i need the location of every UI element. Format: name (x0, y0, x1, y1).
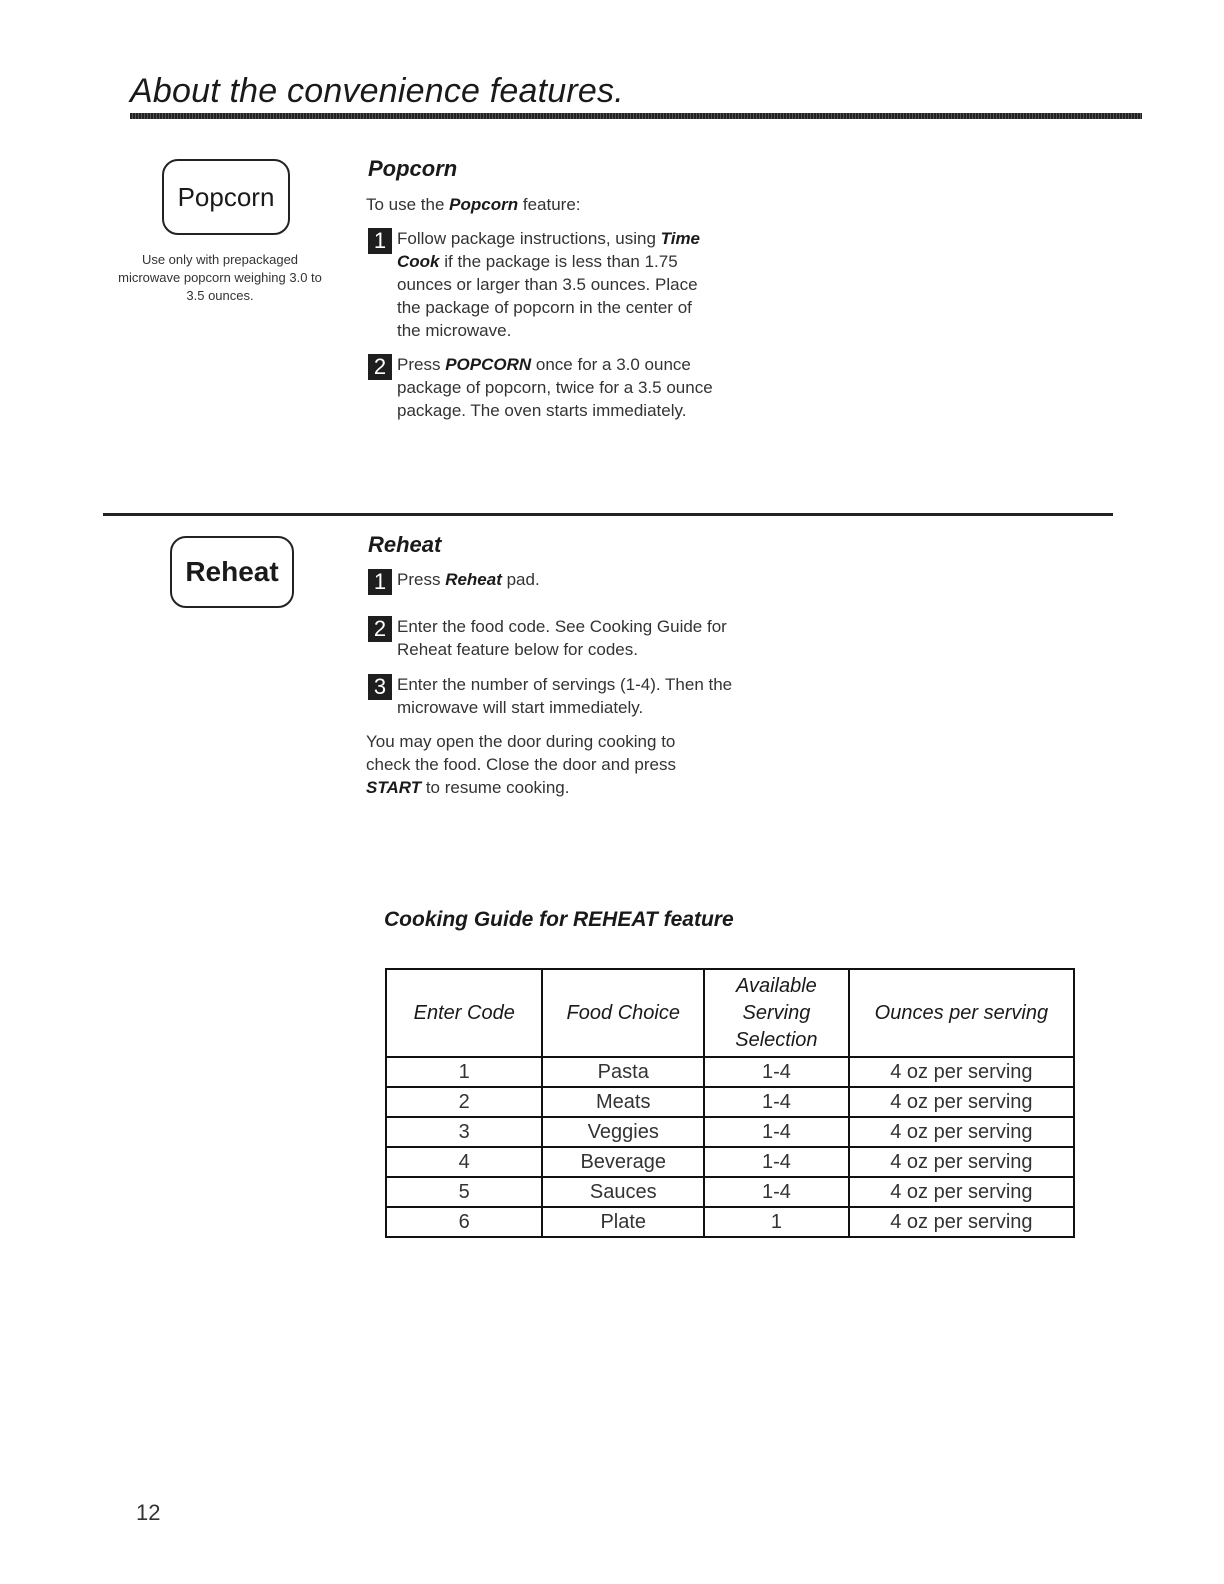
cell-ounces: 4 oz per serving (849, 1057, 1074, 1087)
table-row (386, 1147, 1074, 1177)
header-ounces: Ounces per serving (849, 969, 1074, 1057)
reheat-step-1 (368, 568, 738, 595)
cell-food: Plate (542, 1207, 704, 1237)
popcorn-key-icon (162, 159, 290, 235)
reheat-note-prefix: You may open the door during cooking to check the food. Close the door and press (366, 732, 676, 774)
reheat-step-2-text: Enter the food code. See Cooking Guide for Reheat feature below for codes. (397, 617, 727, 659)
cell-ounces: 4 oz per serving (849, 1087, 1074, 1117)
cell-servings: 1-4 (704, 1117, 849, 1147)
cell-servings: 1 (704, 1207, 849, 1237)
popcorn-step-2-text (397, 353, 718, 422)
reheat-title: Reheat (368, 532, 442, 557)
popcorn-caption: Use only with prepackaged microwave popcorn weighing 3.0 to 3.5 ounces. (118, 252, 322, 303)
step-number-icon: 1 (368, 228, 392, 254)
cell-ounces: 4 oz per serving (849, 1117, 1074, 1147)
popcorn-step-1-text (397, 227, 718, 342)
step-text-em: POPCORN (445, 355, 532, 374)
table-row (386, 1057, 1074, 1087)
table-row (386, 1087, 1074, 1117)
table-row (386, 1177, 1074, 1207)
cell-code: 6 (386, 1207, 542, 1237)
cell-food: Veggies (542, 1117, 704, 1147)
reheat-step-3-text: Enter the number of servings (1-4). Then the microwave will start immediately. (397, 675, 733, 717)
popcorn-intro (366, 193, 581, 216)
reheat-note (366, 730, 696, 799)
cell-code: 3 (386, 1117, 542, 1147)
page-title: About the convenience features. (130, 72, 624, 110)
cell-servings: 1-4 (704, 1057, 849, 1087)
step-text-em: Time Cook (397, 229, 701, 271)
header-food-choice: Food Choice (542, 969, 704, 1057)
header-enter-code: Enter Code (386, 969, 542, 1057)
popcorn-step-1 (368, 227, 718, 342)
reheat-step-2 (368, 615, 738, 661)
popcorn-title: Popcorn (368, 156, 458, 181)
step-text-suffix: if the package is less than 1.75 ounces or larger than 3.5 ounces. Place the package of popcorn in the center of the microwave. (397, 252, 698, 340)
popcorn-intro-em: Popcorn (449, 195, 519, 214)
step-text-suffix: once for a 3.0 ounce package of popcorn, twice for a 3.5 ounce package. The oven starts immediately. (397, 355, 713, 420)
step-number-icon: 2 (368, 616, 392, 642)
reheat-key-label: Reheat (185, 556, 279, 587)
step-text-prefix: Press (397, 570, 446, 589)
step-number-icon: 2 (368, 354, 392, 380)
table-row (386, 1117, 1074, 1147)
table-row (386, 1207, 1074, 1237)
cell-servings: 1-4 (704, 1177, 849, 1207)
cell-food: Pasta (542, 1057, 704, 1087)
title-rule (130, 113, 1142, 119)
popcorn-intro-prefix: To use the (366, 195, 450, 214)
section-divider (103, 513, 1113, 516)
step-number-icon: 1 (368, 569, 392, 595)
cell-servings: 1-4 (704, 1147, 849, 1177)
popcorn-intro-suffix: feature: (518, 195, 581, 214)
cell-ounces: 4 oz per serving (849, 1177, 1074, 1207)
popcorn-step-2 (368, 353, 718, 422)
table-header-row (386, 969, 1074, 1057)
reheat-note-suffix: to resume cooking. (421, 778, 570, 797)
reheat-key-icon (170, 536, 294, 608)
page-number: 12 (136, 1500, 161, 1525)
cell-ounces: 4 oz per serving (849, 1207, 1074, 1237)
reheat-step-3 (368, 673, 738, 719)
cell-code: 1 (386, 1057, 542, 1087)
reheat-note-em: START (366, 778, 422, 797)
cell-code: 4 (386, 1147, 542, 1177)
cell-food: Meats (542, 1087, 704, 1117)
step-text-suffix: pad. (501, 570, 540, 589)
step-text-prefix: Follow package instructions, using (397, 229, 661, 248)
reheat-step-1-text (397, 568, 540, 591)
cell-food: Beverage (542, 1147, 704, 1177)
cell-servings: 1-4 (704, 1087, 849, 1117)
guide-title: Cooking Guide for REHEAT feature (384, 908, 734, 931)
cell-food: Sauces (542, 1177, 704, 1207)
header-serving-selection: Available Serving Selection (704, 969, 849, 1057)
cell-code: 2 (386, 1087, 542, 1117)
step-text-prefix: Press (397, 355, 446, 374)
popcorn-key-label: Popcorn (177, 181, 275, 212)
step-number-icon: 3 (368, 674, 392, 700)
step-text-em: Reheat (445, 570, 502, 589)
cell-ounces: 4 oz per serving (849, 1147, 1074, 1177)
reheat-guide-table (385, 968, 1075, 1238)
cell-code: 5 (386, 1177, 542, 1207)
